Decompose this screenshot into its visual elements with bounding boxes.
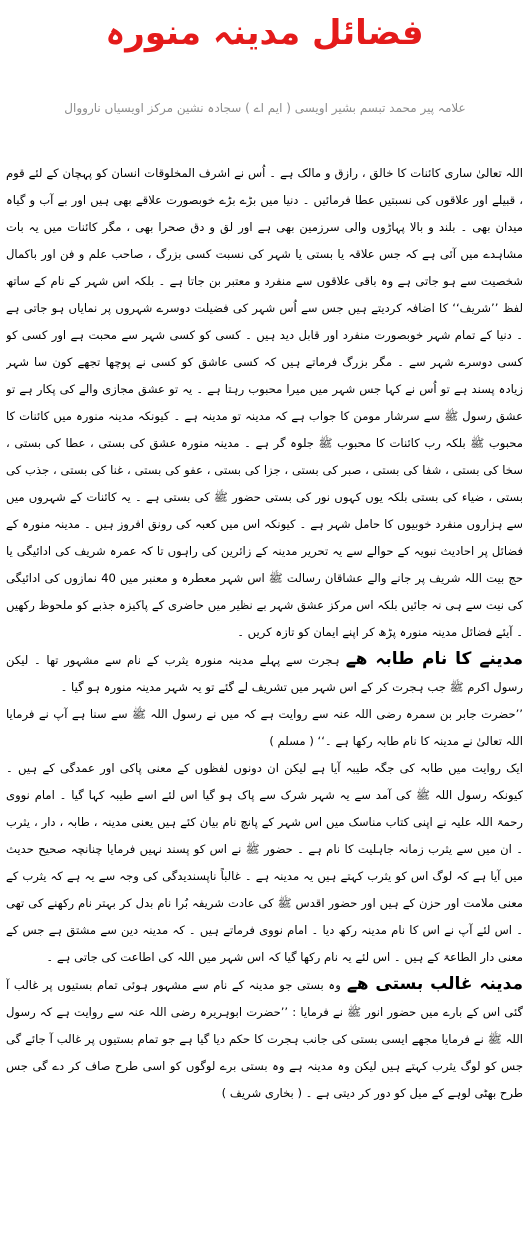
article-title: فضائل مدینہ منورہ <box>105 13 424 53</box>
intro-paragraph: اللہ تعالیٰ ساری کائنات کا خالق ، رازق و مالک ہے ۔ اُس نے اشرف المخلوقات انسان کو پہچان کے لئے قوم ، قبیلے اور علاقوں کی نسبتیں عطا فرمائیں ۔ دنیا میں بڑے بڑے خوبصورت علاقے بھی ہیں اور بے آب و گیاہ میدان بھی ۔ بلند و بالا پہاڑوں والی سرزمین بھی ہے اور لق و دق صحرا بھی ، مگر کائنات میں یہ بات مشاہدے میں آئی ہے کہ جس علاقہ یا بستی یا شہر کی نسبت کسی بزرگ ، صاحب علم و فن اور باکمال شخصیت سے ہو جاتی ہے وہ باقی علاقوں سے منفرد و معتبر بن جاتا ہے ۔ بلکہ اس شہر کے نام کے ساتھ لفظ ’’شریف‘‘ کا اضافہ کردیتے ہیں جس سے اُس شہر کی فضیلت دوسرے شہروں پر نمایاں ہو جاتی ہے ۔ دنیا کے تمام شہر خوبصورت منفرد اور قابل دید ہیں ۔ کسی کو کسی شہر سے محبت ہے اور کسی کو کسی دوسرے شہر سے ۔ مگر بزرگ فرماتے ہیں کہ کسی عاشق کو کسی نے پوچھا تجھے کون سا شہر زیادہ پسند ہے تو اُس نے کہا جس شہر میں میرا محبوب رہتا ہے ۔ یہ تو عشق مجازی والے کی پکار ہے تو عشق رسول ﷺ سے سرشار مومن کا جواب ہے کہ مدینہ تو مدینہ ہے ۔ کیونکہ مدینہ منورہ میں کائنات کا محبوب ﷺ بلکہ رب کائنات کا محبوب ﷺ جلوہ گر ہے ۔ مدینہ منورہ عشق کی بستی ، عطا کی بستی ، سخا کی بستی ، شفا کی بستی ، صبر کی بستی ، جزا کی بستی ، عفو کی بستی ، غنا کی بستی ، جذب کی بستی ، ضیاء کی بستی بلکہ یوں کہوں نور کی بستی حضور ﷺ کی بستی ہے ۔ یہ کائنات کے شہروں میں سے ہزاروں منفرد خوبیوں کا حامل شہر ہے ۔ کیونکہ اس میں کعبہ کی رونق افروز ہیں ۔ مدینہ منورہ کے فضائل پر احادیث نبویہ کے حوالے سے یہ تحریر مدینہ کے زائرین کی راہوں تا کہ عمرہ شریف کی ادائیگی یا حج بیت اللہ شریف پر جانے والے عشاقان رسالت ﷺ اس شہر معطرہ و معنبر میں 40 نمازوں کی ادائیگی کی نیت سے ہی نہ جائیں بلکہ اس مرکز عشق شہر بے نظیر میں حاضری کے پاکیزہ جذبے کو ملحوظ رکھیں ۔ آیئے فضائل مدینہ منورہ پڑھ کر اپنے ایمان کو تازہ کریں ۔ <box>6 166 523 639</box>
author-byline: علامہ پیر محمد تبسم بشیر اویسی ( ایم اے ) سجادہ نشین مرکز اویسیاں نارووال <box>64 101 466 115</box>
taba-paragraph: ہجرت سے پہلے مدینہ منورہ یثرب کے نام سے مشہور تھا ۔ لیکن رسول اکرم ﷺ جب ہجرت کر کے اس شہر میں تشریف لے گئے تو یہ شہر مدینہ منورہ ہو گیا ۔ <box>6 653 523 694</box>
section-ghalib <box>6 971 523 1107</box>
section-taba <box>6 646 523 701</box>
article-body <box>6 160 523 1252</box>
hadith-quote-jabir: ’’حضرت جابر بن سمرہ رضی اللہ عنہ سے روایت ہے کہ میں نے رسول اللہ ﷺ سے سنا ہے آپ نے فرمایا اللہ تعالیٰ نے مدینہ کا نام طابہ رکھا ہے ۔‘‘ ( مسلم ) <box>6 707 523 748</box>
ghalib-paragraph: وہ بستی جو مدینہ کے نام سے مشہور ہوئی تمام بستیوں پر غالب آ گئی اس کے بارے میں حضور انور ﷺ نے فرمایا : ’’حضرت ابوہریرہ رضی اللہ عنہ سے روایت ہے کہ رسول اللہ ﷺ نے فرمایا مجھے ایسی بستی کی جانب ہجرت کا حکم دیا گیا ہے جو تمام بستیوں پر غالب آ جائے گی جس کو لوگ یثرب کہتے ہیں لیکن وہ مدینہ ہے وہ بستی برے لوگوں کو اسی طرح صاف کر دے گی جس طرح بھٹی لوہے کے میل کو دور کر دیتی ہے ۔ ( بخاری شریف ) <box>6 978 523 1100</box>
section-heading-ghalib: مدینہ غالب بستی ھے <box>346 974 523 994</box>
names-paragraph: ایک روایت میں طابہ کی جگہ طیبہ آیا ہے لیکن ان دونوں لفظوں کے معنی پاکی اور عمدگی کے ہیں ۔ کیونکہ رسول اللہ ﷺ کی آمد سے یہ شہر شرک سے پاک ہو گیا اس لئے اسے طیبہ کہا گیا ۔ امام نووی رحمۃ اللہ علیہ نے اپنی کتاب مناسک میں اس شہر کے پانچ نام بیان کئے ہیں یعنی مدینہ ، طابہ ، دار ، یثرب ۔ ان میں سے یثرب زمانہ جاہلیت کا نام ہے ۔ حضور ﷺ نے اس کو پسند نہیں فرمایا چنانچہ صحیح حدیث میں آیا ہے کہ لوگ اس کو یثرب کہتے ہیں یہ مدینہ ہے ۔ غالباً ناپسندیدگی کی وجہ سے یہ ہے کہ یثرب کے معنی ملامت اور حزن کے ہیں اور حضور اقدس ﷺ کی عادت شریفہ بُرا نام بدل کر بہتر نام رکھنے کی تھی ۔ اس لئے آپ نے اس کا نام مدینہ رکھ دیا ۔ امام نووی فرماتے ہیں ۔ کہ مدینہ دین سے مشتق ہے جس کے معنی دار الطاعۃ کے ہیں ۔ اس لئے یہ نام رکھا گیا کہ اس شہر میں اللہ کی اطاعت کی جاتی ہے ۔ <box>6 761 523 964</box>
section-heading-taba: مدینے کا نام طابہ ھے <box>345 649 523 669</box>
